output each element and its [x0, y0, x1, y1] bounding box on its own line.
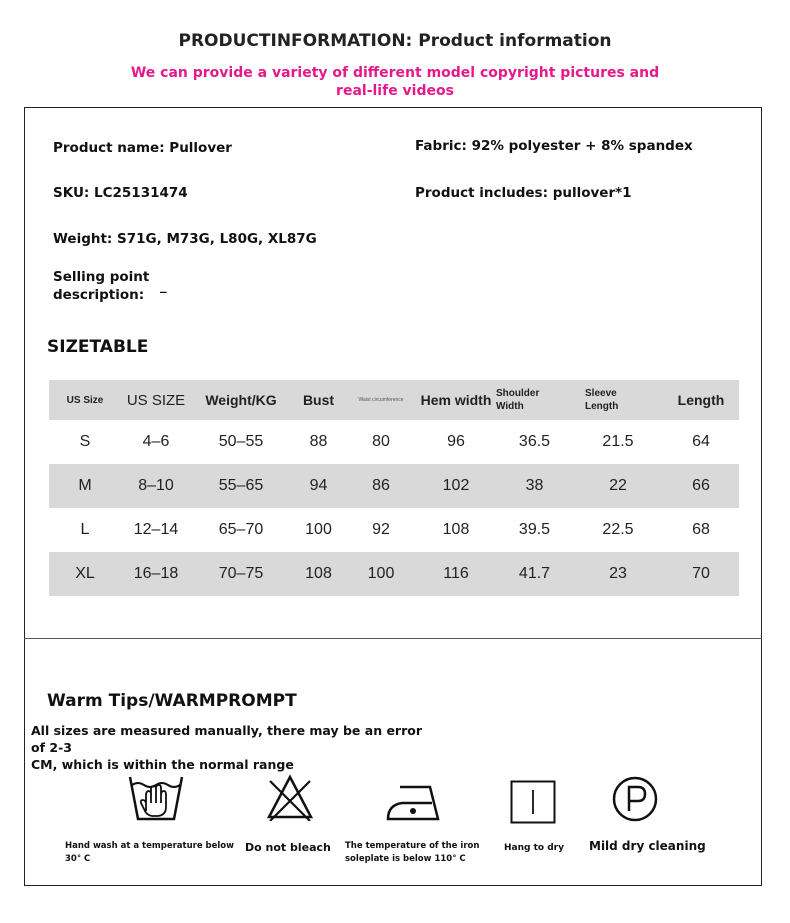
table-cell: 21.5	[602, 433, 634, 450]
table-cell: 66	[692, 477, 710, 494]
table-cell: 38	[525, 477, 544, 494]
size-table	[49, 380, 739, 596]
hang-dry-icon	[510, 780, 556, 824]
warm-tips-line-1: All sizes are measured manually, there may be an error of 2-3	[31, 723, 422, 755]
table-row	[49, 552, 739, 596]
subtitle-line-2: real-life videos	[336, 83, 454, 99]
table-cell: 108	[305, 565, 332, 582]
table-cell: 55–65	[218, 477, 264, 494]
care-label-hand-wash	[65, 840, 234, 866]
page-title: PRODUCTINFORMATION: Product information	[178, 31, 612, 51]
warm-tips-title: Warm Tips/WARMPROMPT	[47, 691, 297, 711]
header-us-size: US Size	[66, 394, 104, 406]
table-cell: 86	[372, 477, 390, 494]
table-cell: 94	[309, 477, 328, 494]
product-sku: SKU: LC25131474	[53, 185, 188, 201]
table-cell: 23	[609, 565, 627, 582]
header-sleeve-length-text: Sleeve Length	[585, 388, 619, 412]
page-subtitle	[130, 64, 660, 100]
table-cell: 50–55	[218, 433, 264, 450]
table-cell: 80	[372, 433, 390, 450]
table-cell: 92	[372, 521, 390, 538]
table-row	[49, 464, 739, 508]
dry-clean-icon	[611, 775, 659, 823]
size-table-header-row	[49, 380, 739, 420]
care-label-hand-wash-line-1: Hand wash at a temperature below	[65, 841, 235, 851]
hand-wash-icon	[128, 773, 184, 823]
table-cell: 116	[443, 565, 469, 582]
table-cell: 4–6	[142, 433, 170, 450]
header-sleeve-length	[573, 380, 663, 420]
table-cell: 102	[442, 477, 470, 494]
section-divider	[24, 638, 762, 639]
table-cell: 70	[692, 565, 710, 582]
warm-tips-text	[31, 722, 431, 773]
header-shoulder-width	[496, 380, 573, 420]
product-name: Product name: Pullover	[53, 140, 232, 156]
table-row	[49, 508, 739, 552]
header-shoulder-width-text: Shoulder Width	[496, 388, 540, 412]
table-cell: 12–14	[133, 521, 179, 538]
table-cell: 96	[447, 433, 465, 450]
table-cell: 16–18	[133, 565, 179, 582]
header-weight: Weight/KG	[205, 392, 277, 408]
table-cell: 70–75	[218, 565, 264, 582]
care-label-no-bleach: Do not bleach	[245, 841, 331, 854]
product-includes: Product includes: pullover*1	[415, 185, 632, 201]
product-weight: Weight: S71G, M73G, L80G, XL87G	[53, 231, 317, 247]
table-cell: L	[80, 521, 90, 538]
care-label-dry-clean: Mild dry cleaning	[589, 839, 706, 853]
table-cell: 39.5	[518, 521, 551, 538]
header-waist: Waist circumference	[358, 397, 404, 403]
care-label-hand-wash-line-2: 30° C	[65, 854, 91, 864]
table-cell: 88	[309, 433, 328, 450]
size-table-title: SIZETABLE	[47, 337, 149, 357]
header-hem-width: Hem width	[420, 392, 492, 408]
table-cell: 100	[367, 565, 395, 582]
no-bleach-icon	[266, 773, 314, 821]
table-cell: 64	[692, 433, 710, 450]
table-cell: 68	[692, 521, 710, 538]
product-fabric: Fabric: 92% polyester + 8% spandex	[415, 138, 693, 154]
selling-point-value: _	[160, 278, 167, 294]
care-label-iron-line-1: The temperature of the iron	[345, 841, 480, 851]
table-cell: 65–70	[218, 521, 264, 538]
table-cell: M	[78, 477, 92, 494]
table-cell: 108	[442, 521, 470, 538]
iron-icon	[386, 783, 442, 823]
selling-point-line-2: description:	[53, 287, 145, 303]
header-us-size-range: US SIZE	[126, 391, 186, 409]
header-bust: Bust	[302, 392, 335, 408]
selling-point-label	[53, 268, 149, 304]
subtitle-line-1: We can provide a variety of different model copyright pictures and	[130, 65, 660, 81]
table-cell: S	[79, 433, 91, 450]
table-cell: 22	[609, 477, 627, 494]
table-row	[49, 420, 739, 464]
table-cell: 22.5	[602, 521, 634, 538]
care-label-iron	[345, 840, 479, 866]
table-cell: XL	[75, 565, 95, 582]
header-length: Length	[677, 392, 725, 408]
selling-point-line-1: Selling point	[53, 269, 150, 285]
table-cell: 8–10	[138, 477, 174, 494]
warm-tips-line-2: CM, which is within the normal range	[31, 757, 294, 772]
care-label-hang-dry: Hang to dry	[504, 843, 564, 853]
table-cell: 41.7	[518, 565, 551, 582]
table-cell: 36.5	[518, 433, 551, 450]
care-label-iron-line-2: soleplate is below 110° C	[345, 854, 466, 864]
table-cell: 100	[305, 521, 332, 538]
